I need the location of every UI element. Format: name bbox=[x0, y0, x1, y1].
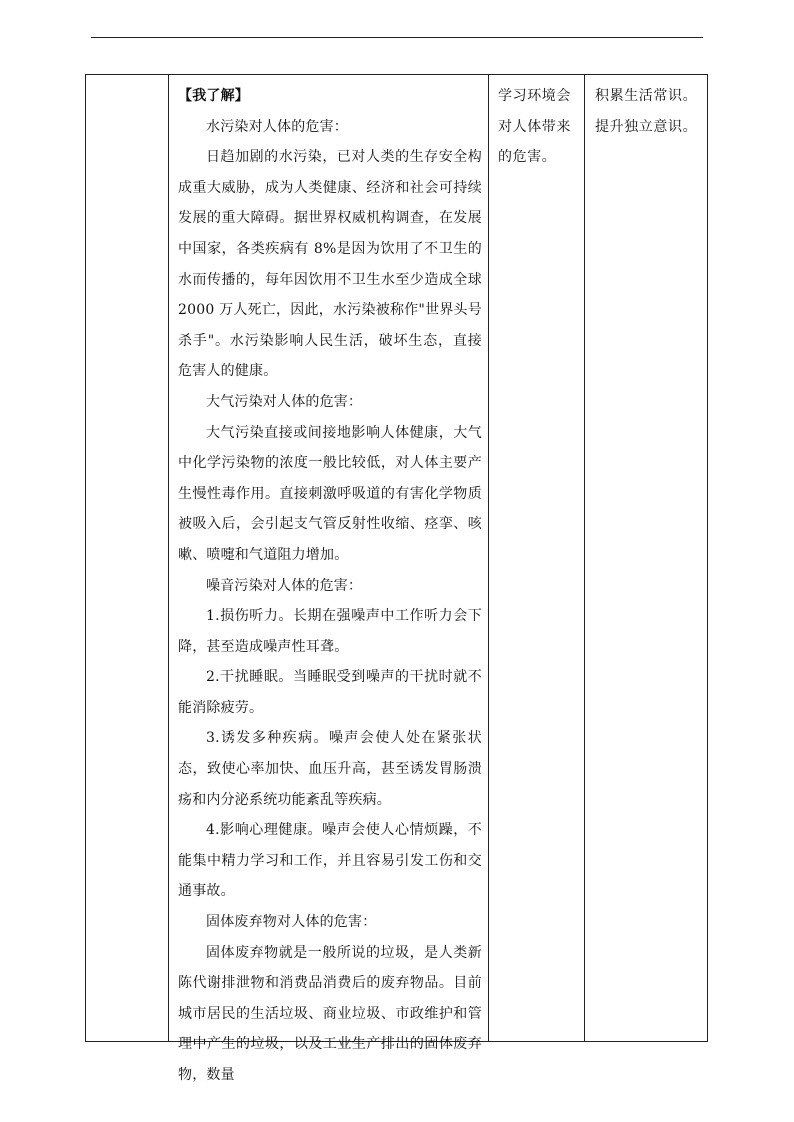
stage-column bbox=[86, 75, 169, 1041]
air-pollution-heading: 大气污染对人体的危害： bbox=[206, 393, 363, 410]
water-pollution-heading: 水污染对人体的危害： bbox=[206, 118, 348, 135]
header-rule bbox=[91, 37, 703, 38]
noise-item-3: 3.诱发多种疾病。噪声会使人处在紧张状态，致使心率加快、血压升高，甚至诱发胃肠溃疡和内分泌系统功能紊乱等疾病。 bbox=[178, 730, 482, 808]
noise-pollution-heading: 噪音污染对人体的危害： bbox=[206, 577, 363, 594]
solid-waste-heading: 固体废弃物对人体的危害： bbox=[206, 914, 377, 931]
air-pollution-text: 大气污染直接或间接地影响人体健康，大气中化学污染物的浓度一般比较低，对人体主要产生慢性毒作用。直接刺激呼吸道的有害化学物质被吸入后，会引起支气管反射性收缩、痉挛、咳嗽、喷嚏和气道阻力增加。 bbox=[178, 424, 482, 563]
water-pollution-text: 日趋加剧的水污染，已对人类的生存安全构成重大威胁，成为人类健康、经济和社会可持续发展的重大障碍。据世界权威机构调查，在发展中国家，各类疾病有 8%是因为饮用了不卫生的水而传播的，每年因饮用不卫生水至少造成全球 2000 万人死亡，因此，水污染被称作"世界头号杀手"。水污染影响人民生活，破坏生态，直接危害人的健康。 bbox=[178, 149, 482, 380]
section-heading: 【我了解】 bbox=[178, 88, 249, 104]
noise-item-4: 4.影响心理健康。噪声会使人心情烦躁，不能集中精力学习和工作，并且容易引发工伤和交通事故。 bbox=[178, 822, 482, 900]
noise-item-2: 2.干扰睡眠。当睡眠受到噪声的干扰时就不能消除疲劳。 bbox=[178, 669, 482, 716]
solid-waste-text: 固体废弃物就是一般所说的垃圾，是人类新陈代谢排泄物和消费品消费后的废弃物品。目前城市居民的生活垃圾、商业垃圾、市政维护和管理中产生的垃圾，以及工业生产排出的固体废弃物，数量 bbox=[178, 944, 482, 1083]
noise-item-1: 1.损伤听力。长期在强噪声中工作听力会下降，甚至造成噪声性耳聋。 bbox=[178, 608, 482, 655]
intent-text: 学习环境会对人体带来的危害。 bbox=[498, 88, 571, 166]
lesson-plan-table bbox=[85, 74, 708, 1083]
goal-column bbox=[585, 75, 707, 1041]
goal-text: 积累生活常识。提升独立意识。 bbox=[595, 88, 698, 135]
intent-column bbox=[489, 75, 585, 1041]
content-column bbox=[169, 75, 489, 1083]
